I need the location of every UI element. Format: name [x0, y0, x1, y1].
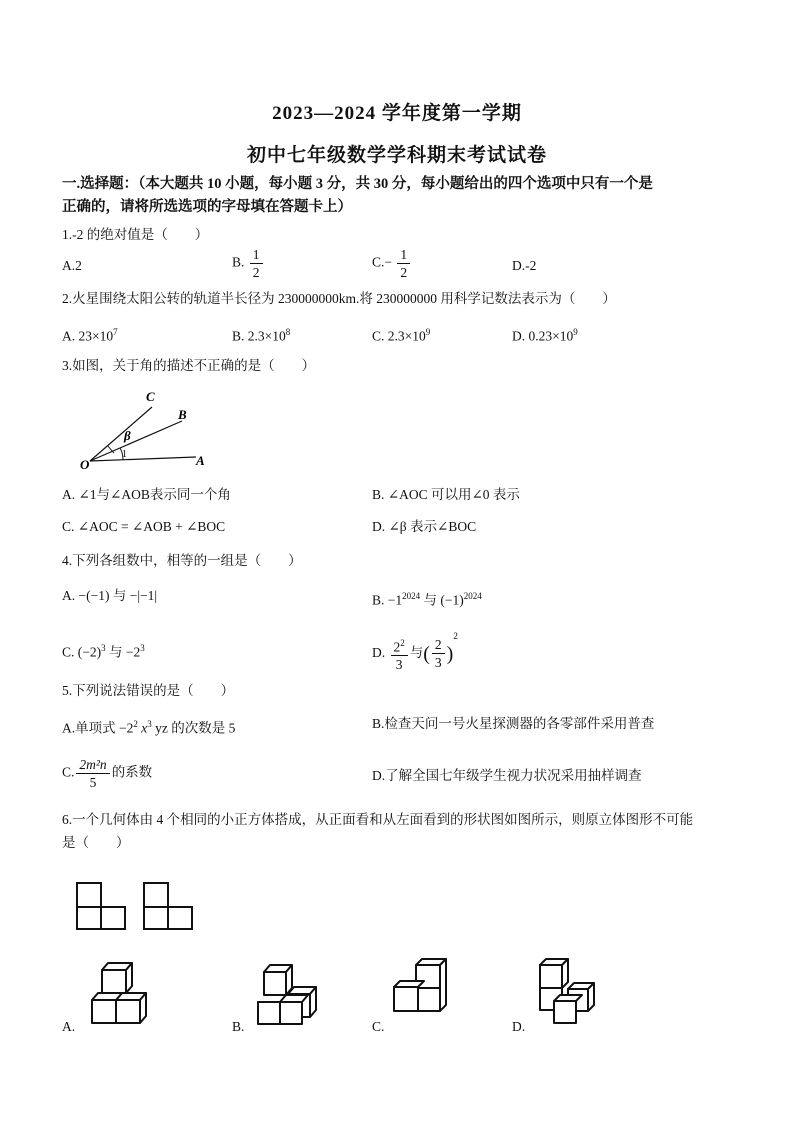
q6-option-b-label: B.	[232, 1019, 245, 1034]
q4-option-d-label: D.	[372, 645, 386, 660]
section-heading-line1: 一.选择题：（本大题共 10 小题，每小题 3 分，共 30 分，每小题给出的四个选项中只有一个是	[62, 176, 653, 192]
fraction-numerator: 1	[397, 246, 410, 264]
q4-option-a: A. −(−1) 与 −|−1|	[62, 588, 158, 603]
q2-option-a-base: A. 23×10	[62, 328, 114, 344]
q3-option-b: B. ∠AOC 可以用∠0 表示	[372, 487, 520, 502]
fraction-denominator: 2	[400, 265, 408, 280]
q2-option-b-base: B. 2.3×10	[232, 328, 286, 344]
fraction-numerator	[391, 635, 408, 657]
q2-option-b-exp: 8	[285, 327, 291, 337]
front-view	[77, 883, 125, 929]
fraction-numerator: 2m²n	[76, 756, 109, 774]
question-5-stem: 5.下列说法错误的是（ ）	[62, 683, 235, 698]
question-1-stem: 1.-2 的绝对值是（ ）	[62, 227, 209, 242]
fraction-denominator: 3	[395, 657, 403, 673]
question-3-stem: 3.如图，关于角的描述不正确的是（ ）	[62, 358, 316, 373]
q6-option-c-label: C.	[372, 1019, 385, 1034]
q1-option-c-label: C.	[372, 254, 385, 270]
q3-option-a: A. ∠1与∠AOB表示同一个角	[62, 487, 231, 502]
q1-option-b-label: B.	[232, 254, 245, 270]
q2-option-c-base: C. 2.3×10	[372, 328, 426, 344]
q5-option-a	[62, 714, 235, 739]
q5-option-c	[62, 756, 152, 791]
q5-option-b: B.检查天问一号火星探测器的各零部件采用普查	[372, 716, 655, 731]
q2-option-c	[372, 322, 430, 347]
q5-option-a-exp1: 2	[133, 719, 138, 729]
exam-subject-title: 初中七年级数学学科期末考试试卷	[246, 145, 547, 166]
left-view	[144, 883, 192, 929]
question-6-stem-cont: 是（ ）	[62, 835, 130, 850]
q2-option-a-exp: 7	[113, 327, 118, 337]
q3-angle-figure	[78, 385, 218, 475]
q4-option-c-part1: C. (−2)	[62, 644, 102, 660]
ray-ob	[90, 421, 182, 461]
ray-oa	[90, 457, 196, 461]
q5-option-a-part1: A.单项式 −2	[62, 720, 134, 736]
q5-option-a-exp2: 3	[147, 719, 152, 729]
exam-term-title: 2023—2024 学年度第一学期	[272, 103, 522, 124]
q1-option-b-fraction	[250, 246, 263, 281]
q1-option-d: D.-2	[512, 258, 537, 273]
q4-option-b-part1: B. −1	[372, 592, 403, 608]
q5-option-a-part3: yz 的次数是 5	[151, 720, 236, 736]
section-heading	[62, 173, 742, 219]
q5-option-c-fraction	[76, 756, 109, 791]
q2-option-d-base: D. 0.23×10	[512, 328, 574, 344]
q4-option-c-exp2: 3	[140, 643, 145, 653]
q4-option-b	[372, 586, 482, 611]
q5-option-c-suffix: 的系数	[111, 764, 153, 780]
fraction-denominator: 5	[89, 775, 97, 790]
q4-option-c-part2: 与 −2	[105, 644, 141, 660]
q1-option-a: A.2	[62, 258, 82, 273]
q4-option-b-exp1: 2024	[402, 591, 421, 601]
q1-option-c-fraction	[397, 246, 410, 281]
q2-option-b	[232, 322, 290, 347]
q6-views-figure	[74, 880, 194, 932]
q3-option-c: C. ∠AOC = ∠AOB + ∠BOC	[62, 519, 226, 534]
label-b: B	[178, 407, 187, 422]
q4-option-d-fraction2	[432, 636, 445, 671]
q4-option-b-part2: 与 (−1)	[420, 592, 464, 608]
q1-option-b	[232, 246, 265, 281]
section-heading-line2: 正确的，请将所选选项的字母填在答题卡上）	[62, 199, 352, 215]
label-1: 1	[122, 449, 127, 460]
q6-option-a-cubes	[88, 958, 148, 1028]
fraction-numerator: 1	[250, 246, 263, 264]
q6-option-d-label: D.	[512, 1019, 526, 1034]
fraction-denominator: 2	[252, 265, 260, 280]
q4-option-b-exp2: 2024	[463, 591, 482, 601]
numerator-base: 2	[393, 639, 401, 655]
ray-oc	[90, 407, 152, 461]
q6-option-b-cubes	[254, 962, 320, 1028]
q2-option-d-exp: 9	[573, 327, 578, 337]
q4-option-d: D. $\frac{2^2}{3}$ 与( $\frac{2}{3}$ )$^2$	[372, 631, 458, 673]
q2-option-d	[512, 322, 578, 347]
q4-option-c	[62, 638, 145, 663]
numerator-exp: 2	[400, 637, 405, 648]
q4-option-c-exp1: 3	[101, 643, 106, 653]
q2-option-a	[62, 322, 118, 347]
question-2-stem: 2.火星围绕太阳公转的轨道半长径为 230000000km.将 230000000 用科学记数法表示为（ ）	[62, 291, 616, 306]
q1-option-c: C.− $\frac{1}{2}$	[372, 246, 412, 281]
q2-option-c-exp: 9	[425, 327, 431, 337]
q5-option-a-part2: x	[137, 720, 148, 736]
label-o: O	[80, 457, 90, 472]
label-c: C	[146, 389, 155, 404]
q4-option-d-connector: 与	[409, 645, 424, 660]
question-4-stem: 4.下列各组数中，相等的一组是（ ）	[62, 553, 302, 568]
q4-option-d-exp: 2	[453, 631, 458, 641]
q6-option-d-cubes	[536, 955, 598, 1025]
q5-option-d: D.了解全国七年级学生视力状况采用抽样调查	[372, 768, 642, 783]
fraction-denominator: 3	[434, 655, 442, 671]
label-beta: β	[124, 428, 131, 443]
question-6-stem: 6.一个几何体由 4 个相同的小正方体搭成，从正面看和从左面看到的形状图如图所示，则原立体图形不可能	[62, 812, 694, 827]
q6-option-a-label: A.	[62, 1019, 76, 1034]
label-a: A	[196, 453, 205, 468]
q3-option-d: D. ∠β 表示∠BOC	[372, 519, 477, 534]
fraction-numerator: 2	[432, 636, 445, 654]
q4-option-d-fraction1	[391, 635, 408, 674]
q5-option-c-label: C.	[62, 764, 75, 780]
q6-option-c-cubes	[390, 955, 456, 1025]
